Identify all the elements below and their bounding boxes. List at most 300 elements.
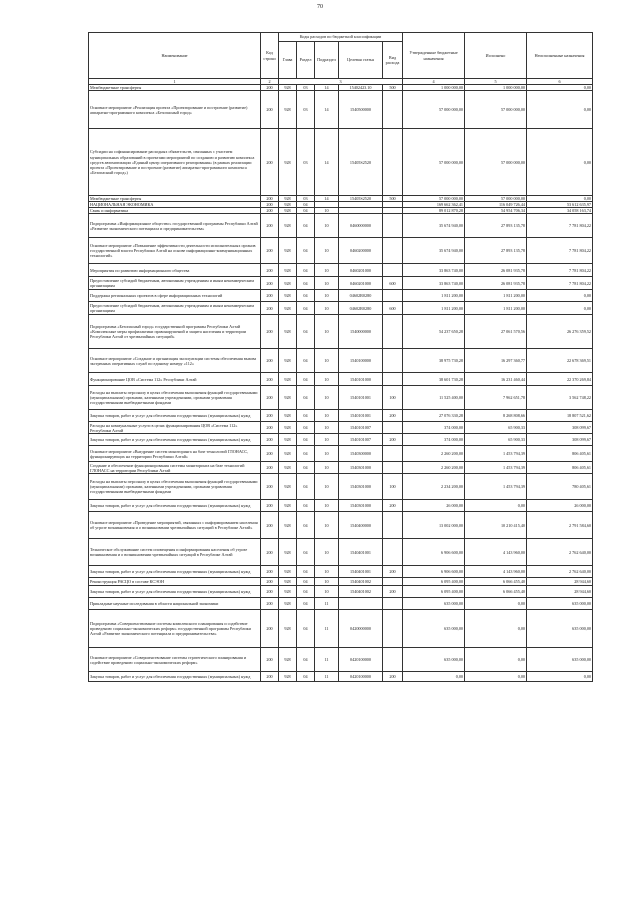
- table-row: [89, 474, 593, 500]
- row-unexecuted: 22 370 269,84: [527, 373, 593, 386]
- row-executed: 7 962 651,78: [465, 386, 527, 410]
- row-glava: 928: [279, 315, 297, 349]
- table-row: [89, 566, 593, 578]
- row-name: Закупка товаров, работ и услуг для обеспечения государственных (муниципальных) нужд: [89, 672, 261, 682]
- row-code: 200: [261, 238, 279, 264]
- row-podrazdel: 11: [315, 610, 339, 648]
- row-unexecuted: 0,00: [527, 302, 593, 315]
- table-row: [89, 434, 593, 446]
- row-podrazdel: 10: [315, 290, 339, 302]
- row-podrazdel: 10: [315, 578, 339, 586]
- row-glava: 928: [279, 302, 297, 315]
- row-target-article: 1540101007: [339, 434, 383, 446]
- row-executed: 26 081 935,78: [465, 277, 527, 290]
- row-approved: 35 674 940,00: [403, 238, 465, 264]
- row-glava: 928: [279, 598, 297, 610]
- row-name: Закупка товаров, работ и услуг для обеспечения государственных (муниципальных) нужд: [89, 434, 261, 446]
- row-glava: 928: [279, 539, 297, 566]
- row-glava: 928: [279, 434, 297, 446]
- header-name: Наименование: [89, 33, 261, 79]
- row-podrazdel: 10: [315, 386, 339, 410]
- header-approved: Утвержденные бюджетные назначения: [403, 33, 465, 79]
- row-razdel: 04: [297, 598, 315, 610]
- row-expense-type: [383, 512, 403, 539]
- row-executed: 65 900,33: [465, 422, 527, 434]
- header-podrazdel: Подраздел: [315, 42, 339, 79]
- row-podrazdel: 10: [315, 500, 339, 512]
- row-code: 200: [261, 598, 279, 610]
- row-expense-type: 200: [383, 672, 403, 682]
- row-expense-type: [383, 462, 403, 474]
- row-name: Субсидии на софинансирование расходных обязательств, связанных с участием муниципальных образований в проектами мероприятий по созданию и развитию комплекса средств автоматизации «Единый центр оперативного реагирования» (в рамках реализации проекта «Проектирование и построение (развитие) аппаратно-программного комплекса «Безопасный город»): [89, 129, 261, 196]
- row-executed: 16 231 460,44: [465, 373, 527, 386]
- row-name: Основное мероприятие «Внедрение систем мониторинга на базе технологий ГЛОНАСС, функционирующих на территории Республики Алтай»: [89, 446, 261, 462]
- row-glava: 928: [279, 610, 297, 648]
- row-executed: 57 000 000,00: [465, 196, 527, 202]
- row-expense-type: [383, 91, 403, 129]
- row-podrazdel: 10: [315, 214, 339, 238]
- row-target-article: 1540000000: [339, 315, 383, 349]
- table-row: [89, 539, 593, 566]
- row-razdel: 04: [297, 446, 315, 462]
- row-razdel: 04: [297, 277, 315, 290]
- row-code: 200: [261, 196, 279, 202]
- row-razdel: 04: [297, 315, 315, 349]
- row-name: Основное мероприятие «Проведение мероприятий, связанных с информированием населения об угрозе возникновения и о возникновении чрезвычайных ситуаций в Республике Алтай»: [89, 512, 261, 539]
- row-expense-type: [383, 373, 403, 386]
- row-executed: 57 000 000,00: [465, 91, 527, 129]
- row-target-article: 1540101001: [339, 386, 383, 410]
- row-target-article: 15402423.10: [339, 85, 383, 91]
- row-code: 200: [261, 91, 279, 129]
- row-name: Закупка товаров, работ и услуг для обеспечения государственных (муниципальных) нужд: [89, 586, 261, 598]
- row-executed: 10 210 415,40: [465, 512, 527, 539]
- header-vid: Вид расхода: [383, 42, 403, 79]
- table-row: [89, 610, 593, 648]
- row-expense-type: 200: [383, 434, 403, 446]
- row-expense-type: 200: [383, 586, 403, 598]
- row-glava: 928: [279, 672, 297, 682]
- row-name: Функционирование ЦОВ «Система 112» Республики Алтай: [89, 373, 261, 386]
- row-unexecuted: 0,00: [527, 91, 593, 129]
- row-glava: 928: [279, 446, 297, 462]
- row-expense-type: [383, 578, 403, 586]
- row-target-article: 04602R0280: [339, 302, 383, 315]
- row-name: Поддержка региональных проектов в сфере информационных технологий: [89, 290, 261, 302]
- table-row: [89, 315, 593, 349]
- row-unexecuted: 26 000,00: [527, 500, 593, 512]
- row-code: 200: [261, 578, 279, 586]
- table-row: [89, 214, 593, 238]
- row-glava: 928: [279, 129, 297, 196]
- row-approved: 26 000,00: [403, 500, 465, 512]
- row-glava: 928: [279, 277, 297, 290]
- row-razdel: 04: [297, 349, 315, 373]
- row-target-article: 1540500000: [339, 91, 383, 129]
- row-target-article: 1540401002: [339, 586, 383, 598]
- row-razdel: 04: [297, 586, 315, 598]
- row-unexecuted: 18 807 521,62: [527, 410, 593, 422]
- row-glava: 928: [279, 512, 297, 539]
- row-razdel: 04: [297, 264, 315, 277]
- row-expense-type: 100: [383, 474, 403, 500]
- table-body: [89, 79, 593, 682]
- row-executed: 1 453 794,39: [465, 474, 527, 500]
- row-target-article: 0460201000: [339, 264, 383, 277]
- table-row: [89, 91, 593, 129]
- row-target-article: 1540101000: [339, 373, 383, 386]
- row-glava: 928: [279, 85, 297, 91]
- row-unexecuted: 22 678 369,51: [527, 349, 593, 373]
- row-name: Подпрограмма «Информационное общество» государственной программы Республики Алтай «Развитие экономического потенциала и предпринимательства»: [89, 214, 261, 238]
- row-expense-type: [383, 264, 403, 277]
- row-podrazdel: 10: [315, 462, 339, 474]
- row-glava: 928: [279, 373, 297, 386]
- table-row: [89, 349, 593, 373]
- row-podrazdel: 14: [315, 85, 339, 91]
- row-executed: 6 066 455,40: [465, 578, 527, 586]
- row-unexecuted: 635 000,00: [527, 598, 593, 610]
- table-row: [89, 462, 593, 474]
- row-approved: 89 012 870,28: [403, 208, 465, 214]
- row-unexecuted: 635 000,00: [527, 648, 593, 672]
- row-executed: 1 000 000,00: [465, 85, 527, 91]
- row-executed: 6 066 455,40: [465, 586, 527, 598]
- index-cell: 2: [261, 79, 279, 85]
- row-approved: 1 811 200,00: [403, 302, 465, 315]
- row-podrazdel: 11: [315, 648, 339, 672]
- row-target-article: 1540301000: [339, 474, 383, 500]
- row-approved: 1 811 200,00: [403, 290, 465, 302]
- row-podrazdel: 10: [315, 208, 339, 214]
- row-glava: 928: [279, 91, 297, 129]
- row-razdel: 04: [297, 422, 315, 434]
- row-expense-type: 600: [383, 277, 403, 290]
- row-code: 200: [261, 422, 279, 434]
- row-podrazdel: 10: [315, 302, 339, 315]
- row-target-article: 1540301000: [339, 462, 383, 474]
- table-row: [89, 290, 593, 302]
- table-row: [89, 129, 593, 196]
- row-approved: 13 002 000,00: [403, 512, 465, 539]
- row-target-article: 0420100000: [339, 672, 383, 682]
- row-expense-type: 100: [383, 386, 403, 410]
- index-cell: 4: [403, 79, 465, 85]
- index-cell: 6: [527, 79, 593, 85]
- header-glava: Глава: [279, 42, 297, 79]
- row-podrazdel: 10: [315, 434, 339, 446]
- row-expense-type: [383, 422, 403, 434]
- row-expense-type: 500: [383, 85, 403, 91]
- row-executed: 8 268 808,66: [465, 410, 527, 422]
- table-row: [89, 598, 593, 610]
- row-target-article: 1540101007: [339, 422, 383, 434]
- row-code: 200: [261, 610, 279, 648]
- header-celevaya: Целевая статья: [339, 42, 383, 79]
- row-approved: 0,00: [403, 672, 465, 682]
- row-expense-type: [383, 214, 403, 238]
- row-razdel: 04: [297, 500, 315, 512]
- row-approved: 35 674 940,00: [403, 214, 465, 238]
- row-executed: 0,00: [465, 598, 527, 610]
- row-executed: 65 900,33: [465, 434, 527, 446]
- row-code: 200: [261, 214, 279, 238]
- row-approved: 6 906 600,00: [403, 566, 465, 578]
- row-unexecuted: 780 405,61: [527, 474, 593, 500]
- row-expense-type: [383, 446, 403, 462]
- row-name: Прикладные научные исследования в области национальной экономики: [89, 598, 261, 610]
- row-approved: 6 906 600,00: [403, 539, 465, 566]
- row-glava: 928: [279, 410, 297, 422]
- row-unexecuted: 3 562 748,22: [527, 386, 593, 410]
- row-name: Техническое обслуживание систем оповещения и информирования населения об угрозе возникновения и о возникновении чрезвычайных ситуаций в Республике Алтай: [89, 539, 261, 566]
- row-target-article: 0420100000: [339, 648, 383, 672]
- row-podrazdel: 10: [315, 566, 339, 578]
- row-name: Основное мероприятие «Создание и организация эксплуатации системы обеспечения вызова экстренных оперативных служб по единому номеру «112»: [89, 349, 261, 373]
- row-expense-type: [383, 315, 403, 349]
- row-expense-type: 600: [383, 302, 403, 315]
- row-podrazdel: 10: [315, 277, 339, 290]
- row-approved: 38 975 730,28: [403, 349, 465, 373]
- row-podrazdel: 14: [315, 196, 339, 202]
- row-razdel: 04: [297, 610, 315, 648]
- row-razdel: 03: [297, 85, 315, 91]
- row-target-article: 15405S2520: [339, 196, 383, 202]
- row-glava: 928: [279, 290, 297, 302]
- row-name: Основное мероприятие «Реализация проекта «Проектирование и построение (развитие) аппаратно-программного комплекса «Безопасный город»: [89, 91, 261, 129]
- row-podrazdel: 10: [315, 410, 339, 422]
- row-unexecuted: 7 781 804,22: [527, 238, 593, 264]
- row-approved: 374 000,00: [403, 434, 465, 446]
- row-razdel: 04: [297, 462, 315, 474]
- row-unexecuted: 308 099,67: [527, 434, 593, 446]
- row-razdel: 04: [297, 214, 315, 238]
- header-unexecuted: Неисполненные назначения: [527, 33, 593, 79]
- row-expense-type: [383, 539, 403, 566]
- row-razdel: 04: [297, 202, 315, 208]
- row-executed: 4 143 960,00: [465, 539, 527, 566]
- row-code: 200: [261, 202, 279, 208]
- row-executed: 0,00: [465, 610, 527, 648]
- table-row: [89, 578, 593, 586]
- row-approved: 635 000,00: [403, 648, 465, 672]
- row-unexecuted: 2 791 584,60: [527, 512, 593, 539]
- row-approved: 635 000,00: [403, 598, 465, 610]
- table-row: [89, 238, 593, 264]
- row-executed: 27 893 135,78: [465, 214, 527, 238]
- row-executed: 57 000 000,00: [465, 129, 527, 196]
- row-razdel: 04: [297, 539, 315, 566]
- row-target-article: 0460000000: [339, 214, 383, 238]
- row-podrazdel: 10: [315, 373, 339, 386]
- row-podrazdel: 10: [315, 238, 339, 264]
- table-row: [89, 586, 593, 598]
- row-glava: 928: [279, 586, 297, 598]
- row-glava: 928: [279, 474, 297, 500]
- row-glava: 928: [279, 349, 297, 373]
- row-unexecuted: 7 781 804,22: [527, 277, 593, 290]
- row-podrazdel: 11: [315, 598, 339, 610]
- row-expense-type: [383, 349, 403, 373]
- row-expense-type: [383, 129, 403, 196]
- row-razdel: 04: [297, 578, 315, 586]
- row-name: Расходы на выплаты персоналу в целях обеспечения выполнения функций государственными (муниципальными) органами, казенными учреждениями, органами управления государственными внебюджетными фондами: [89, 386, 261, 410]
- table-row: [89, 264, 593, 277]
- row-expense-type: 200: [383, 410, 403, 422]
- row-name: Расходы на коммунальные услуги в целях функционирования ЦОВ «Система 112» Республики Алтай: [89, 422, 261, 434]
- row-podrazdel: 10: [315, 349, 339, 373]
- row-unexecuted: 28 944,60: [527, 586, 593, 598]
- row-code: 200: [261, 290, 279, 302]
- row-approved: 635 000,00: [403, 610, 465, 648]
- row-executed: 0,00: [465, 672, 527, 682]
- row-expense-type: [383, 238, 403, 264]
- row-approved: 169 662 362,41: [403, 202, 465, 208]
- row-executed: 1 811 200,00: [465, 302, 527, 315]
- row-approved: 54 237 650,28: [403, 315, 465, 349]
- row-unexecuted: 28 944,60: [527, 578, 593, 586]
- header-code: Код строки: [261, 33, 279, 79]
- table-row: [89, 446, 593, 462]
- row-unexecuted: 7 781 804,22: [527, 214, 593, 238]
- index-cell: 5: [465, 79, 527, 85]
- row-approved: 1 000 000,00: [403, 85, 465, 91]
- table-row: [89, 500, 593, 512]
- table-row: [89, 302, 593, 315]
- row-glava: 928: [279, 578, 297, 586]
- row-name: Межбюджетные трансферты: [89, 85, 261, 91]
- table-row: [89, 648, 593, 672]
- row-approved: 6 095 400,00: [403, 578, 465, 586]
- row-unexecuted: 0,00: [527, 129, 593, 196]
- row-executed: 1 811 200,00: [465, 290, 527, 302]
- row-name: Подпрограмма «Безопасный город» государственной программы Республики Алтай «Комплексные меры профилактики правонарушений и защита населения и территории Республики Алтай от чрезвычайных ситуаций»: [89, 315, 261, 349]
- row-code: 200: [261, 386, 279, 410]
- row-expense-type: [383, 648, 403, 672]
- row-approved: 57 000 000,00: [403, 196, 465, 202]
- row-name: Реконструкция РАСЦО в составе КСЭОН: [89, 578, 261, 586]
- row-glava: 928: [279, 500, 297, 512]
- row-unexecuted: 0,00: [527, 290, 593, 302]
- row-glava: 928: [279, 386, 297, 410]
- row-code: 200: [261, 277, 279, 290]
- row-target-article: 1540301000: [339, 500, 383, 512]
- row-razdel: 04: [297, 290, 315, 302]
- row-code: 200: [261, 648, 279, 672]
- page-number: 70: [317, 4, 323, 10]
- row-code: 200: [261, 672, 279, 682]
- row-approved: 374 000,00: [403, 422, 465, 434]
- row-executed: 54 954 706,34: [465, 208, 527, 214]
- row-glava: 928: [279, 462, 297, 474]
- row-code: 200: [261, 446, 279, 462]
- row-unexecuted: 2 762 640,00: [527, 566, 593, 578]
- header-executed: Исполнено: [465, 33, 527, 79]
- row-podrazdel: 11: [315, 672, 339, 682]
- row-unexecuted: 34 058 163,74: [527, 208, 593, 214]
- row-name: Закупка товаров, работ и услуг для обеспечения государственных (муниципальных) нужд: [89, 410, 261, 422]
- row-executed: 27 061 570,56: [465, 315, 527, 349]
- row-code: 200: [261, 539, 279, 566]
- row-podrazdel: 10: [315, 474, 339, 500]
- row-unexecuted: 7 781 804,22: [527, 264, 593, 277]
- row-podrazdel: 10: [315, 264, 339, 277]
- row-razdel: 04: [297, 373, 315, 386]
- row-name: Создание и обеспечение функционирования системы мониторинга на базе технологий ГЛОНАСС на территории Республики Алтай: [89, 462, 261, 474]
- row-glava: 928: [279, 566, 297, 578]
- row-target-article: 1540401001: [339, 539, 383, 566]
- row-approved: 57 000 000,00: [403, 91, 465, 129]
- budget-execution-table: [88, 32, 593, 682]
- row-name: Мероприятия по развитию информационного общества: [89, 264, 261, 277]
- row-razdel: 04: [297, 208, 315, 214]
- row-target-article: 1540401002: [339, 578, 383, 586]
- row-target-article: 15405S2520: [339, 129, 383, 196]
- row-razdel: 04: [297, 386, 315, 410]
- row-code: 200: [261, 410, 279, 422]
- row-unexecuted: 806 405,61: [527, 446, 593, 462]
- table-row: [89, 422, 593, 434]
- row-razdel: 03: [297, 196, 315, 202]
- row-unexecuted: 308 099,67: [527, 422, 593, 434]
- table-row: [89, 672, 593, 682]
- row-expense-type: [383, 598, 403, 610]
- row-unexecuted: 0,00: [527, 672, 593, 682]
- row-target-article: 1540100000: [339, 349, 383, 373]
- row-razdel: 04: [297, 302, 315, 315]
- row-executed: 16 297 360,77: [465, 349, 527, 373]
- row-code: 200: [261, 586, 279, 598]
- row-expense-type: 200: [383, 500, 403, 512]
- row-target-article: 0460201000: [339, 277, 383, 290]
- row-code: 200: [261, 85, 279, 91]
- row-target-article: [339, 598, 383, 610]
- row-unexecuted: 635 000,00: [527, 610, 593, 648]
- row-executed: 1 453 794,39: [465, 446, 527, 462]
- table-row: [89, 410, 593, 422]
- row-executed: 0,00: [465, 500, 527, 512]
- row-podrazdel: 10: [315, 586, 339, 598]
- row-name: Межбюджетные трансферты: [89, 196, 261, 202]
- row-unexecuted: 806 405,61: [527, 462, 593, 474]
- row-code: 200: [261, 373, 279, 386]
- row-razdel: 04: [297, 474, 315, 500]
- table-row: [89, 386, 593, 410]
- row-target-article: 0420000000: [339, 610, 383, 648]
- row-approved: 57 000 000,00: [403, 129, 465, 196]
- row-expense-type: [383, 610, 403, 648]
- row-razdel: 03: [297, 129, 315, 196]
- row-expense-type: 200: [383, 566, 403, 578]
- row-approved: 2 234 200,00: [403, 474, 465, 500]
- index-cell: 3: [279, 79, 403, 85]
- row-target-article: 1540400000: [339, 512, 383, 539]
- table-row: [89, 277, 593, 290]
- row-name: НАЦИОНАЛЬНАЯ ЭКОНОМИКА: [89, 202, 261, 208]
- row-target-article: 1540101001: [339, 410, 383, 422]
- row-podrazdel: 10: [315, 539, 339, 566]
- row-glava: 928: [279, 208, 297, 214]
- row-executed: 4 143 960,00: [465, 566, 527, 578]
- row-name: Расходы на выплаты персоналу в целях обеспечения выполнения функций государственными (муниципальными) органами, казенными учреждениями, органами управления государственными внебюджетными фондами: [89, 474, 261, 500]
- row-razdel: 04: [297, 648, 315, 672]
- row-approved: 33 863 740,00: [403, 264, 465, 277]
- row-podrazdel: 14: [315, 129, 339, 196]
- row-code: 200: [261, 264, 279, 277]
- row-approved: 6 095 400,00: [403, 586, 465, 598]
- row-target-article: 0460200000: [339, 238, 383, 264]
- row-approved: 11 525 400,00: [403, 386, 465, 410]
